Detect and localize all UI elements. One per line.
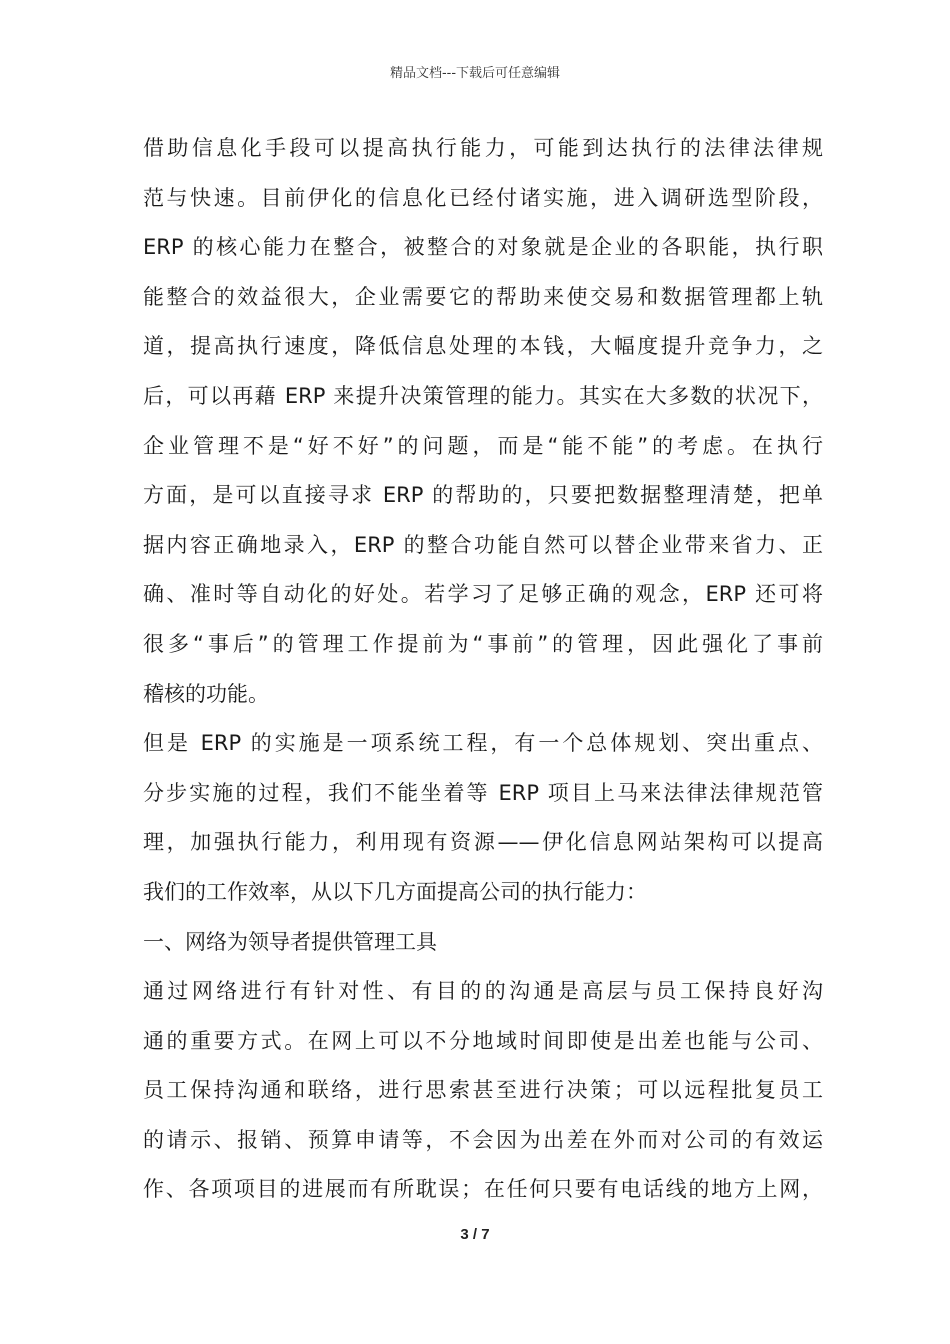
text-line: 的请示、报销、预算申请等，不会因为出差在外而对公司的有效运 [143, 1127, 823, 1152]
text-line: 但是 ERP 的实施是一项系统工程，有一个总体规划、突出重点、 [143, 731, 823, 756]
paragraph-3 [143, 967, 823, 1215]
text-line: 员工保持沟通和联络，进行思索甚至进行决策；可以远程批复员工 [143, 1078, 823, 1103]
text-line: 通过网络进行有针对性、有目的的沟通是高层与员工保持良好沟 [143, 979, 823, 1004]
text-line: ERP 的核心能力在整合，被整合的对象就是企业的各职能，执行职 [143, 235, 823, 260]
document-body [143, 124, 823, 1215]
text-line: 后，可以再藉 ERP 来提升决策管理的能力。其实在大多数的状况下， [143, 383, 823, 408]
text-line: 理，加强执行能力，利用现有资源——伊化信息网站架构可以提高 [143, 830, 823, 855]
text-line: 方面，是可以直接寻求 ERP 的帮助的，只要把数据整理清楚，把单 [143, 483, 823, 508]
text-line: 企业管理不是“好不好”的问题，而是“能不能”的考虑。在执行 [143, 433, 823, 458]
text-line: 很多“事后”的管理工作提前为“事前”的管理，因此强化了事前 [143, 631, 823, 656]
text-line: 作、各项项目的进展而有所耽误；在任何只要有电话线的地方上网， [143, 1177, 823, 1202]
text-line: 分步实施的过程，我们不能坐着等 ERP 项目上马来法律法律规范管 [143, 780, 823, 805]
text-line: 范与快速。目前伊化的信息化已经付诸实施，进入调研选型阶段， [143, 185, 823, 210]
text-line: 通的重要方式。在网上可以不分地域时间即使是出差也能与公司、 [143, 1028, 823, 1053]
page-number: 3 / 7 [460, 1226, 490, 1243]
heading-line: 一、网络为领导者提供管理工具 [143, 929, 437, 954]
text-line: 能整合的效益很大，企业需要它的帮助来使交易和数据管理都上轨 [143, 284, 823, 309]
text-line: 据内容正确地录入，ERP 的整合功能自然可以替企业带来省力、正 [143, 532, 823, 557]
paragraph-1 [143, 124, 823, 719]
text-line: 确、准时等自动化的好处。若学习了足够正确的观念，ERP 还可将 [143, 582, 823, 607]
paragraph-2 [143, 719, 823, 917]
page-header: 精品文档---下载后可任意编辑 [389, 66, 561, 81]
section-heading [143, 918, 823, 968]
text-line: 借助信息化手段可以提高执行能力，可能到达执行的法律法律规 [143, 136, 823, 160]
text-line: 道，提高执行速度，降低信息处理的本钱，大幅度提升竞争力，之 [143, 334, 823, 359]
text-line: 我们的工作效率，从以下几方面提高公司的执行能力： [143, 879, 647, 904]
text-line: 稽核的功能。 [143, 681, 269, 706]
